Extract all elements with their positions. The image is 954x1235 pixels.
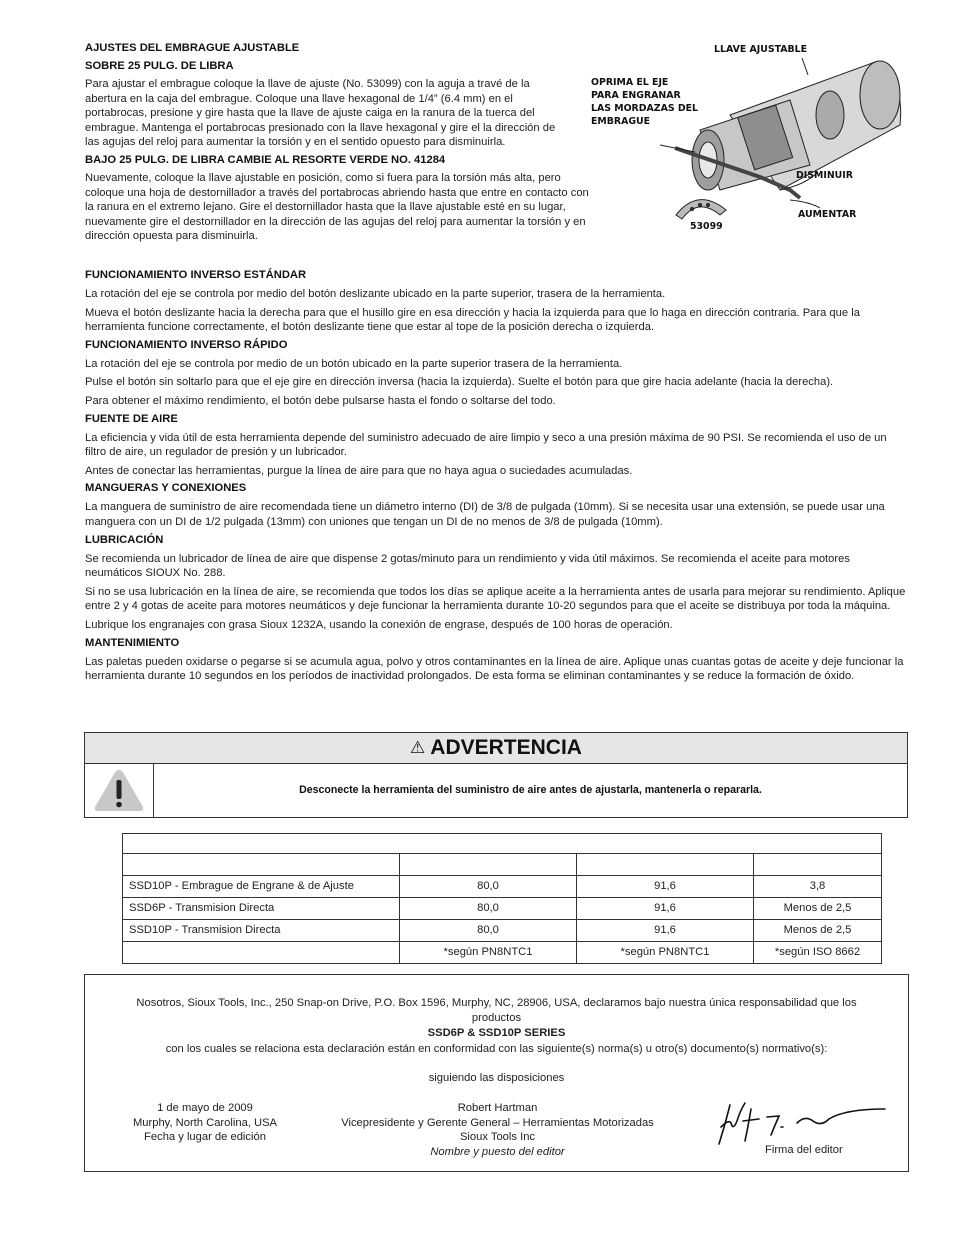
- clutch-illustration: [580, 40, 910, 240]
- exclamation-icon: [93, 767, 145, 813]
- signature-label: Firma del editor: [765, 1144, 843, 1156]
- tool-drawing: [580, 40, 910, 240]
- editor-role: Vicepresidente y Gerente General – Herramientas Motorizadas: [341, 1116, 654, 1129]
- paragraph: Nuevamente, coloque la llave ajustable en posición, como si fuera para la torsión más alta, pero coloque una hoja de destornillador a través del portabrocas abriendo hasta que entre en contacto con la ranura en el extremo lejano. Gire el destornillador hasta que la llave ajustable esté en su lugar, nuevamente gire el destornillador en la dirección de las agujas del reloj para aumentar la torsión y en dirección opuesta para disminuirla.: [85, 171, 589, 243]
- declaration-text: siguiendo las disposiciones: [428, 1072, 565, 1084]
- warning-triangle-icon: ⚠: [410, 737, 426, 758]
- issue-date: 1 de mayo de 2009: [157, 1102, 253, 1114]
- warning-title: ADVERTENCIA: [430, 735, 582, 759]
- section-title: FUENTE DE AIRE: [85, 412, 178, 425]
- table-row: SSD6P - Transmision Directa 80,0 91,6 Menos de 2,5: [123, 898, 882, 920]
- warning-header: [85, 733, 907, 764]
- table-row: SSD10P - Transmision Directa 80,0 91,6 Menos de 2,5: [123, 920, 882, 942]
- label-part-number: 53099: [690, 221, 723, 232]
- paragraph: La manguera de suministro de aire recomendada tiene un diámetro interno (DI) de 3/8 de pulgada (10mm). Si se necesita usar una extensión, se puede usar una manguera con un DI de 1/2 pulgada (13mm) con uniones que tengan un DI de no menos de 3/8 de pulgada (10mm).: [85, 501, 885, 528]
- signature-image: [715, 1097, 890, 1147]
- table-row: *según PN8NTC1 *según PN8NTC1 *según ISO 8662: [123, 942, 882, 964]
- label-aumentar: AUMENTAR: [798, 209, 857, 220]
- issue-label: Fecha y lugar de edición: [144, 1131, 266, 1144]
- section-subtitle: BAJO 25 PULG. DE LIBRA CAMBIE AL RESORTE VERDE NO. 41284: [85, 153, 446, 166]
- sections-block: [85, 268, 908, 684]
- issue-date-block: [105, 1101, 305, 1145]
- paragraph: Mueva el botón deslizante hacia la derecha para que el husillo gire en esa dirección y hacia la izquierda para que lo haga en dirección contraria. Para que la herramienta funcione correctamente, el botón deslizante tiene que estar al tope de la posición derecha o izquierda.: [85, 306, 860, 334]
- section-subtitle: SOBRE 25 PULG. DE LIBRA: [85, 60, 234, 72]
- declaration-text: Nosotros, Sioux Tools, Inc., 250 Snap-on Drive, P.O. Box 1596, Murphy, NC, 28906, USA, declaramos bajo nuestra única responsabilidad que los: [136, 997, 857, 1009]
- editor-company: Sioux Tools Inc: [459, 1131, 536, 1144]
- warning-body: [85, 763, 907, 817]
- editor-block: [305, 1101, 690, 1159]
- paragraph: Se recomienda un lubricador de línea de aire que dispense 2 gotas/minuto para un rendimiento y vida útil máximos. Se recomienda el aceite para motores neumáticos SIOUX No. 288.: [85, 552, 850, 580]
- paragraph: Si no se usa lubricación en la línea de aire, se recomienda que todos los días se aplique aceite a la herramienta antes de usarla para mejorar su rendimiento. Aplique entre 2 y 4 gotas de aceite para motores neumáticos y deje funcionar la herramienta durante 10-20 segundos para que el aceite se distribuya por toda la máquina.: [85, 585, 906, 613]
- section-title: MANTENIMIENTO: [85, 636, 180, 649]
- spec-table: [122, 833, 882, 964]
- declaration-box: [84, 974, 909, 1172]
- declaration-text: productos: [471, 1012, 522, 1024]
- paragraph: La eficiencia y vida útil de esta herramienta depende del suministro adecuado de aire limpio y seco a una presión máxima de 90 PSI. Se recomienda el uso de un filtro de aire, un regulador de presión y un lubricador.: [85, 431, 887, 459]
- section-title: FUNCIONAMIENTO INVERSO ESTÁNDAR: [85, 269, 307, 281]
- product-series: SSD6P & SSD10P SERIES: [427, 1027, 566, 1039]
- issue-place: Murphy, North Carolina, USA: [132, 1116, 278, 1129]
- paragraph: Para ajustar el embrague coloque la llave de ajuste (No. 53099) con la aguja a travé de la abertura en la caja del embrague. Coloque una llave hexagonal de 1/4” (6.4 mm) en el portabrocas, presione y gire hasta que la llave de ajuste caiga en la ranura de la tuerca del embrague. Mantenga el portabrocas presionado con la llave hexagonal y gire el la dirección de las agujas del reloj para aumentar la torsión y en el sentido opuesto para disminuirla.: [85, 78, 556, 149]
- paragraph: Pulse el botón sin soltarlo para que el eje gire en dirección inversa (hacia la izquierda). Suelte el botón para que gire hacia adelante (hacia la derecha).: [85, 376, 834, 389]
- warning-text: Desconecte la herramienta del suministro de aire antes de ajustarla, mantenerla o repararla.: [299, 783, 762, 796]
- table-header-row: [123, 854, 882, 876]
- paragraph: Para obtener el máximo rendimiento, el botón debe pulsarse hasta el fondo o soltarse del todo.: [85, 394, 556, 407]
- editor-label: Nombre y puesto del editor: [430, 1145, 565, 1158]
- section-title: FUNCIONAMIENTO INVERSO RÁPIDO: [85, 338, 288, 351]
- section-title: LUBRICACIÓN: [85, 533, 164, 546]
- table-row: SSD10P - Embrague de Engrane & de Ajuste 80,0 91,6 3,8: [123, 876, 882, 898]
- label-llave-ajustable: LLAVE AJUSTABLE: [714, 44, 808, 55]
- section-title: MANGUERAS Y CONEXIONES: [85, 482, 247, 495]
- warning-icon-cell: [85, 763, 154, 817]
- editor-name: Robert Hartman: [457, 1102, 538, 1114]
- paragraph: Las paletas pueden oxidarse o pegarse si se acumula agua, polvo y otros contaminantes en la línea de aire. Aplique unas cuantas gotas de aceite y deje funcionar la herramienta durante 10 segundos en los períodos de inactividad prolongados. De esta forma se eliminan contaminantes y se reduce la formación de óxido.: [85, 655, 904, 683]
- warning-box: [84, 732, 908, 818]
- declaration-text: con los cuales se relaciona esta declaración están en conformidad con las siguiente(s) norma(s) u otro(s) documento(s) normativo(s):: [165, 1043, 828, 1055]
- paragraph: Lubrique los engranajes con grasa Sioux 1232A, usando la conexión de engrase, después de 100 horas de operación.: [85, 618, 673, 631]
- clutch-adjust-section: [85, 41, 589, 244]
- section-title: AJUSTES DEL EMBRAGUE AJUSTABLE: [85, 42, 300, 54]
- paragraph: Antes de conectar las herramientas, purgue la línea de aire para que no haya agua o suciedades acumuladas.: [85, 464, 633, 477]
- paragraph: La rotación del eje se controla por medio de un botón ubicado en la parte superior trasera de la herramienta.: [85, 357, 623, 370]
- table-title-row: [123, 834, 882, 854]
- label-oprima-eje: OPRIMA EL EJE PARA ENGRANAR LAS MORDAZAS DEL EMBRAGUE: [591, 77, 699, 127]
- label-disminuir: DISMINUIR: [796, 170, 854, 181]
- paragraph: La rotación del eje se controla por medio del botón deslizante ubicado en la parte superior, trasera de la herramienta.: [85, 288, 666, 300]
